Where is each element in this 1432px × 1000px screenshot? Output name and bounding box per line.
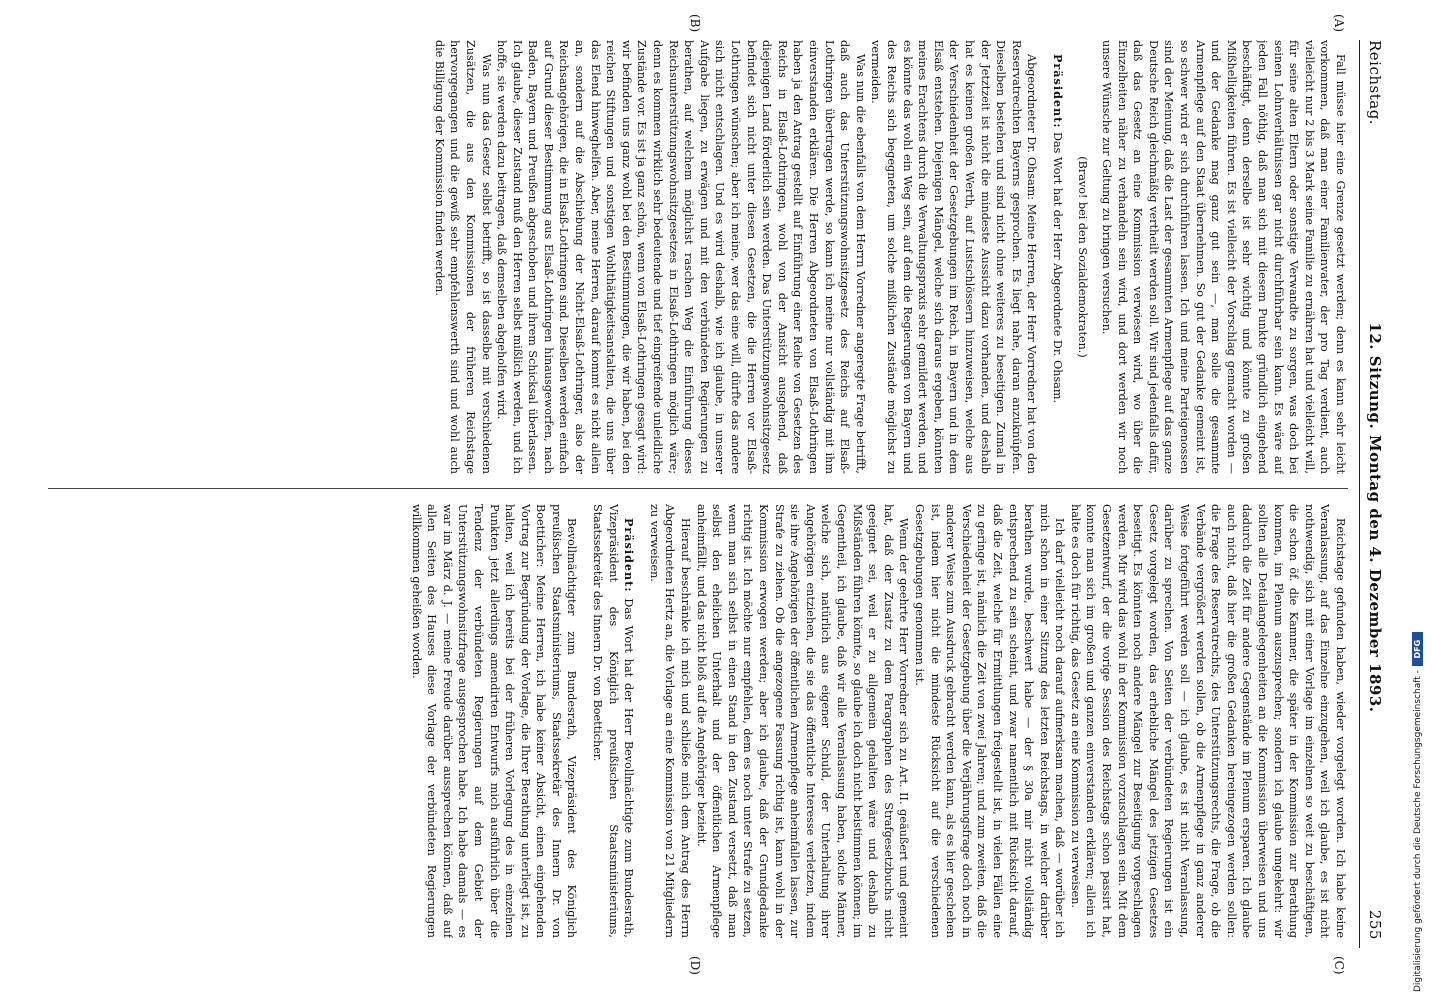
dfg-logo: DFG (1412, 632, 1423, 666)
credit-text: Digitalisierung gefördert durch die Deutsche Forschungsgemeinschaft - (1412, 670, 1423, 992)
paragraph: Abgeordneter Dr. Ohsam: Meine Herren, der Herr Vorredner hat von den Reservatrechten Bayerns gesprochen. Es liegt nahe, daran anzuknüpfen. Dieselben bestehen und sind nicht ohne weiteres zu beseitigen. Zumal in der Jetztzeit ist nicht die mindeste Aussicht dazu vorhanden, und deshalb hat es keinen großen Werth, auf Lustschlössern hinzuweisen, welche aus der Verschiedenheit der Gesetzgebungen im Reich, in Bayern und in dem Elsaß entstehen. Diejenigen Mängel, welche sich daraus ergeben, könnten meines Erachtens durch die Verwaltungspraxis sehr gemildert werden, und es könnte das wohl ein Weg sein, auf dem die Regierungen von Bayern und des Reichs sich begegneten, um solche mißlichen Zustände möglichst zu vermeiden. (869, 40, 1039, 474)
paragraph: Ich darf vielleicht noch darauf aufmerksam machen, daß — worüber ich mich schon in einer Sitzung des letzten Reichstags, in welcher darüber berathen wurde, beschwert habe — der § 30a mir nicht vollständig entsprechend zu sein scheint, und zwar namentlich mit Rücksicht darauf, daß die Zeit, welche für Ermittlungen freigestellt ist, in vielen Fällen eine zu geringe ist, nämlich die Zeit von zwei Jahren; und zum zweiten, daß die Verschiedenheit der Gesetzgebung über die Verjährungsfrage doch noch in anderer Weise zum Ausdruck gebracht werden kann, als es hier geschehen ist, indem hier nicht die mindeste Rücksicht auf die verschiedenen Gesetzgebungen genommen ist. (912, 504, 1067, 938)
margin-marker-a: (A) (1332, 14, 1346, 33)
paragraph: Wenn der geehrte Herr Vorredner sich zu Art. II. geäußert und gemeint hat, daß der Zusatz zu dem Paragraphen des Strafgesetzbuchs nicht geeignet sei, weil er zu allgemein gehalten wäre und deshalb zu Mißständen führen könnte, so glaube ich doch nicht beistimmen können; im Gegentheil, ich glaube, daß wir alle Veranlassung haben, solche Männer, welche sich, natürlich aus eigener Schuld, der Unterhaltung ihrer Angehörigen entziehen, die sie das öffentliche Interesse verletzen, indem sie ihre Angehörigen der öffentlichen Armenpflege anheimfallen lassen, zur Strafe zu ziehen. Ob die angezogene Fassung richtig ist, kann wohl in der Kommission erwogen werden; aber ich glaube, daß der Grundgedanke richtig ist. Ich möchte nur empfehlen, dem es noch unter Strafe zu setzen, wenn man sich selbst in einen Stand in den Zustand versetzt, daß man selbst den ehelichen Unterhalt und der öffentlichen Armenpflege anheimfällt, und das nicht bloß auf die Angehöriger bezieht. (694, 504, 911, 938)
president-statement (590, 504, 637, 938)
header-left: Reichstag. (1366, 40, 1384, 126)
paragraph: Was nun das Gesetz selbst betrifft, so ist dasselbe mit verschiedenen Zusätzen, die aus den Kommissionen der früheren Reichstage hervorgegangen und die gewiß sehr empfehlenswerth sind und wohl auch die Billigung der Kommission finden werden. (432, 40, 493, 474)
speaker-label: Präsident: (622, 518, 637, 593)
margin-marker-d: (D) (688, 956, 702, 975)
president-text: Das Wort hat der Herr Abgeordnete Dr. Ohsam. (1050, 132, 1064, 404)
digitization-credit (1412, 632, 1423, 992)
president-statement (1049, 40, 1065, 474)
header-rule (1359, 40, 1360, 948)
paragraph: Fall müsse hier eine Grenze gesetzt werden; denn es kann sehr leicht vorkommen, daß man einer Familienvater, der pro Tag verdient, auch vielleicht nur 2 bis 3 Mark seine Familie zu ernähren hat und vielleicht will, für seine alten Eltern oder sonstige Verwandte zu sorgen, was doch bei seinen Lohnverhältnissen gar nicht durchführbar sein kann. Es wäre auf jeden Fall nöthig, daß man sich mit diesem Punkte gründlich eingehend beschäftigt, denn derselbe ist sehr wichtig und könnte zu großen Mißhelligkeiten führen. Es ist vielleicht der Vorschlag gemacht worden — und der Gedanke mag ganz gut sein —, man solle die gesammte Armenpflege auf den Staat übernehmen. So gut der Gedanke gemeint ist, so schwer wird er sich durchführen lassen. Ich und meine Parteigenossen sind der Meinung, daß die Last der gesammten Armenpflege auf das ganze Deutsche Reich gleichmäßig vertheilt werden soll. Wir sind jedenfalls dafür, daß das Gesetz an eine Kommission verwiesen wird, wo über die Einzelheiten näher zu verhandeln sein wird, und dort werden wir noch unsere Wünsche zur Geltung zu bringen versuchen. (1100, 40, 1347, 474)
applause-note: (Bravo! bei den Sozialdemokraten.) (1076, 156, 1090, 358)
column-divider (48, 488, 1348, 489)
margin-marker-b: (B) (688, 14, 702, 33)
margin-marker-c: (C) (1332, 956, 1346, 975)
right-column (48, 504, 1348, 938)
paragraph: Hierauf beschränke ich mich und schließe mich dem Antrag des Herrn Abgeordneten Hertz an, die Vorlage an eine Kommission von 21 Mitgliedern zu verweisen. (647, 504, 693, 938)
page-number: 255 (1366, 909, 1384, 940)
header-session-date: 12. Sitzung. Montag den 4. Dezember 1893. (1366, 322, 1384, 713)
president-text: Das Wort hat der Herr Bevollmächtigte zum Bundesrath, Vizepräsident des Königlich preußischen Staatsministeriums, Staatssekretär des Innern Dr. von Boetticher. (591, 504, 636, 938)
paragraph: Was nun die ebenfalls von dem Herrn Vorredner angeregte Frage betrifft, daß auch das Unterstützungswohnsitzgesetz des Reichs auf Elsaß-Lothringen übertragen werde, so kann ich meine nur vollständig mit ihm einverstanden erklären. Die Herren Abgeordneten von Elsaß-Lothringen haben ja den Antrag gestellt auf Einführung einer Reihe von Gesetzen des Reichs in Elsaß-Lothringen, wohl von der Ansicht ausgehend, daß diejenigen Land förderlich sein werden. Das Unterstützungswohnsitzgesetz befindet sich nicht unter diesen Gesetzen, die die Herren vor Elsaß-Lothringen wünschen; aber ich meine, wer das eine will, dürfte das andere sich nicht entschlagen. Und es wird deshalb, wie ich glaube, in unserer Aufgabe liegen, zu erwägen und mit den verbündeten Regierungen zu berathen, auf welchem möglichst raschen Weg die Einführung dieses Reichsunterstützungswohnsitzgesetzes in Elsaß-Lothringen möglich wäre; denn es kommen wirklich sehr bedeutende und tief eingreifende unleidliche Zustände vor. Es ist ja ganz schön, wenn von Elsaß-Lothringen gesagt wird: wir befinden uns ganz wohl bei den Bestimmungen, die wir haben, bei den reichen Stiftungen und sonstigen Wohlthätigkeitsanstalten, die uns über das Elend hinweghelfen. Aber, meine Herren, darauf kommt es nicht allein an, sondern auf die Abschiebung der Nicht-Elsaß-Lothringer, also der Reichsangehörigen, die in Elsaß-Lothringen sind. Dieselben werden einfach auf Grund dieser Bestimmung aus Elsaß-Lothringen hinausgeworfen, nach Baden, Bayern und Preußen abgeschoben und ihrem Schicksal überlassen. Ich glaube, dieser Zustand muß den Herren selbst mißlich werden, und ich hoffe, sie werden dazu beitragen, daß demselben abgeholfen wird. (495, 40, 867, 474)
speaker-label: Präsident: (1050, 54, 1065, 129)
left-column (48, 40, 1348, 474)
paragraph: Reichstage gefunden haben, wieder vorgelegt worden. Ich habe keine Veranlassung, auf das Einzelne einzugehen, weil ich glaube, es ist nicht nothwendig, sich mit einer Vorlage im einzelnen so weit zu beschäftigen, die schon öf. die Kammer, die später in der Kommission zur Berathung kommen, im Plenum auszusprechen; sondern ich glaube umgekehrt: wir sollten alle Detailangelegenheiten an die Kommission überweisen und uns dadurch die Zeit für andere Gegenstände im Plenum ersparen. Ich glaube auch nicht, daß hier die großen Gedanken hereingezogen werden sollen: die Frage des Reservatrechts, des Unterstützungsrechts, die Frage, ob die Verbände vergrößert werden sollen, ob die Armenpflege in ganz anderer Weise fortgeführt werden soll — ich glaube, es ist nicht Veranlassung, darüber zu sprechen. Von Seiten der verbündeten Regierungen ist ein Gesetz vorgelegt worden, das erhebliche Mängel des jetzigen Gesetzes beseitigt. Es könnten noch andere Mängel zur Beseitigung vorgeschlagen werden. Mir wird das wohl in der Kommission vorzuschlagen sein. Mit dem Gesetzentwurf, der die vorige Session des Reichstags schon passirt hat, konnte man sich im großen und ganzen einverstanden erklären; allein ich halte es doch für richtig, das Gesetz an eine Kommission zu verweisen. (1068, 504, 1347, 938)
paragraph: Bevollmächtigter zum Bundesrath, Vizepräsident des Königlich preußischen Staatsministeriums, Staatssekretär des Innern Dr. von Boetticher: Meine Herren, ich habe keiner Absicht, einen eingehenden Vortrag zur Begründung der Vorlage, die Ihrer Berathung unterliegt ist, zu halten, weil ich bereits bei der früheren Vorlegung des in einzelnen Punkten jetzt allerdings amendirten Entwurfs mich ausführlich über die Tendenz der verbündeten Regierungen auf dem Gebiet der Unterstützungswohnsitzfrage ausgesprochen habe. Ich habe damals — es war im März d. J. — meine Freude darüber aussprechen können, daß auf allen Seiten des Hauses diese Vorlage der verbündeten Regierungen willkommen geheißen worden. (409, 504, 579, 938)
page-header (1366, 40, 1396, 940)
